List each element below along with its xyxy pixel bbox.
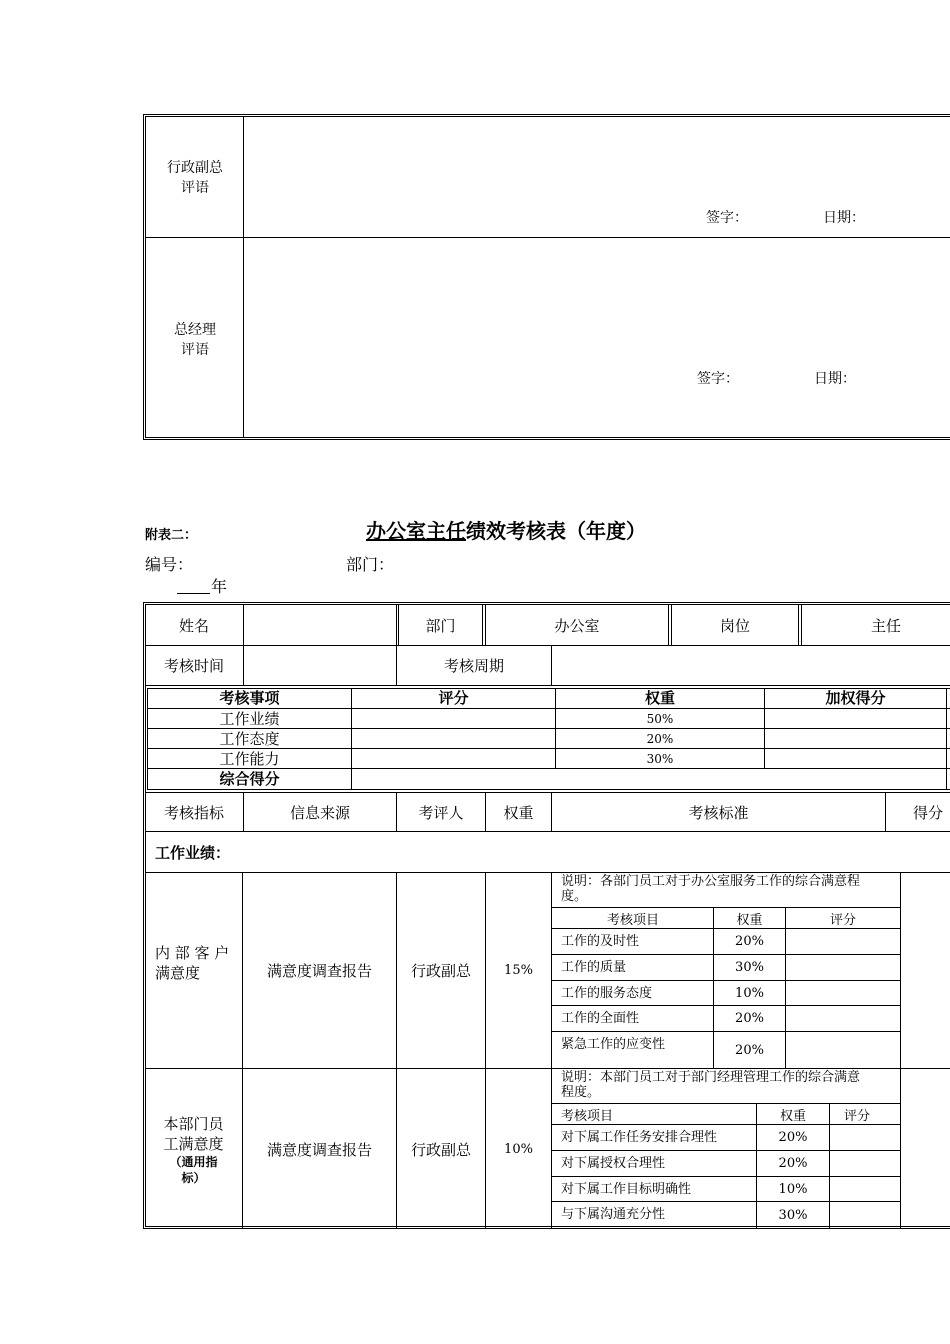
summary-row-weight: 20% [646,732,674,746]
page-title [366,515,646,544]
period-label: 考核周期 [443,657,504,675]
sub-header-weight: 权重 [736,912,763,928]
sub-row-item: 对下属授权合理性 [561,1156,666,1171]
gm-sign-label: 签字： [697,371,739,387]
sub-row-item: 对下属工作目标明确性 [561,1182,692,1197]
gm-date-label: 日期： [814,371,856,387]
header-source: 信息来源 [289,803,350,822]
indicator-description: 说明：各部门员工对于办公室服务工作的综合满意程 度。 [561,874,861,904]
sub-header-score: 评分 [829,912,856,928]
dept-cell-value: 办公室 [554,616,600,635]
sub-row-weight: 20% [778,1130,808,1145]
indicator-weight: 10% [504,1141,533,1157]
post-label: 岗位 [719,616,750,635]
header-score: 得分 [912,803,943,822]
dept-label: 部门： [346,555,395,574]
sub-row-item: 工作的质量 [561,960,627,975]
vp-review-label: 行政副总 评语 [167,160,223,196]
sub-row-item: 工作的及时性 [561,934,640,949]
name-field[interactable] [244,605,396,645]
sub-row-weight: 20% [735,1042,764,1058]
summary-header-weight: 权重 [644,689,675,707]
summary-row-item: 工作能力 [219,750,280,768]
summary-header-weighted: 加权得分 [825,689,886,707]
vp-date-label: 日期： [823,210,865,226]
sub-header-score: 评分 [843,1108,870,1124]
indicator-reviewer: 行政副总 [410,1140,471,1159]
header-reviewer: 考评人 [418,803,464,822]
sub-row-weight: 30% [778,1207,808,1223]
sub-row-weight: 10% [778,1181,808,1197]
gm-review-label: 总经理 评语 [174,322,216,358]
summary-total-label: 综合得分 [219,770,280,788]
summary-row-weight: 50% [646,712,674,726]
number-label: 编号： [145,555,194,574]
year-blank [177,593,210,594]
year-label: 年 [211,577,228,596]
name-label: 姓名 [178,616,209,635]
summary-row-item: 工作业绩 [219,710,280,728]
indicator-name: 内 部 客 户 满意度 [155,944,230,982]
summary-row-weight: 30% [646,752,674,766]
review-table [143,114,950,440]
summary-header-item: 考核事项 [219,689,280,707]
sub-row-item: 工作的全面性 [561,1011,640,1026]
sub-row-weight: 10% [735,985,764,1001]
summary-header-score: 评分 [438,689,469,707]
appendix-label: 附表二： [145,528,198,543]
header-indicator: 考核指标 [163,803,224,822]
sub-row-item: 紧急工作的应变性 [561,1037,666,1052]
sub-header-weight: 权重 [779,1108,806,1124]
sub-header-item: 考核项目 [606,912,659,928]
section-label: 工作业绩： [155,843,231,862]
time-label: 考核时间 [163,657,224,675]
title-underlined: 办公室主任 [366,519,466,543]
header-weight: 权重 [503,803,534,822]
indicator-weight: 15% [504,963,533,978]
indicator-source: 满意度调查报告 [266,1140,372,1159]
sub-row-weight: 30% [735,960,764,975]
title-rest: 绩效考核表（年度） [466,519,646,543]
sub-header-item: 考核项目 [561,1109,614,1124]
vp-sign-label: 签字： [706,210,748,226]
sub-row-weight: 20% [735,1011,764,1026]
indicator-reviewer: 行政副总 [410,962,471,980]
post-value: 主任 [870,616,901,635]
dept-cell-label: 部门 [425,616,456,635]
summary-row-item: 工作态度 [219,730,280,748]
indicator-source: 满意度调查报告 [266,962,372,980]
sub-row-item: 与下属沟通充分性 [561,1207,666,1222]
sub-row-item: 工作的服务态度 [561,986,653,1001]
indicator-description: 说明：本部门员工对于部门经理管理工作的综合满意 程度。 [561,1070,861,1100]
sub-row-weight: 20% [735,934,764,949]
header-standard: 考核标准 [688,803,749,822]
indicator-name: 本部门员 工满意度 （通用指 标） [163,1115,224,1185]
sub-row-weight: 20% [778,1156,808,1171]
sub-row-item: 对下属工作任务安排合理性 [561,1130,718,1145]
